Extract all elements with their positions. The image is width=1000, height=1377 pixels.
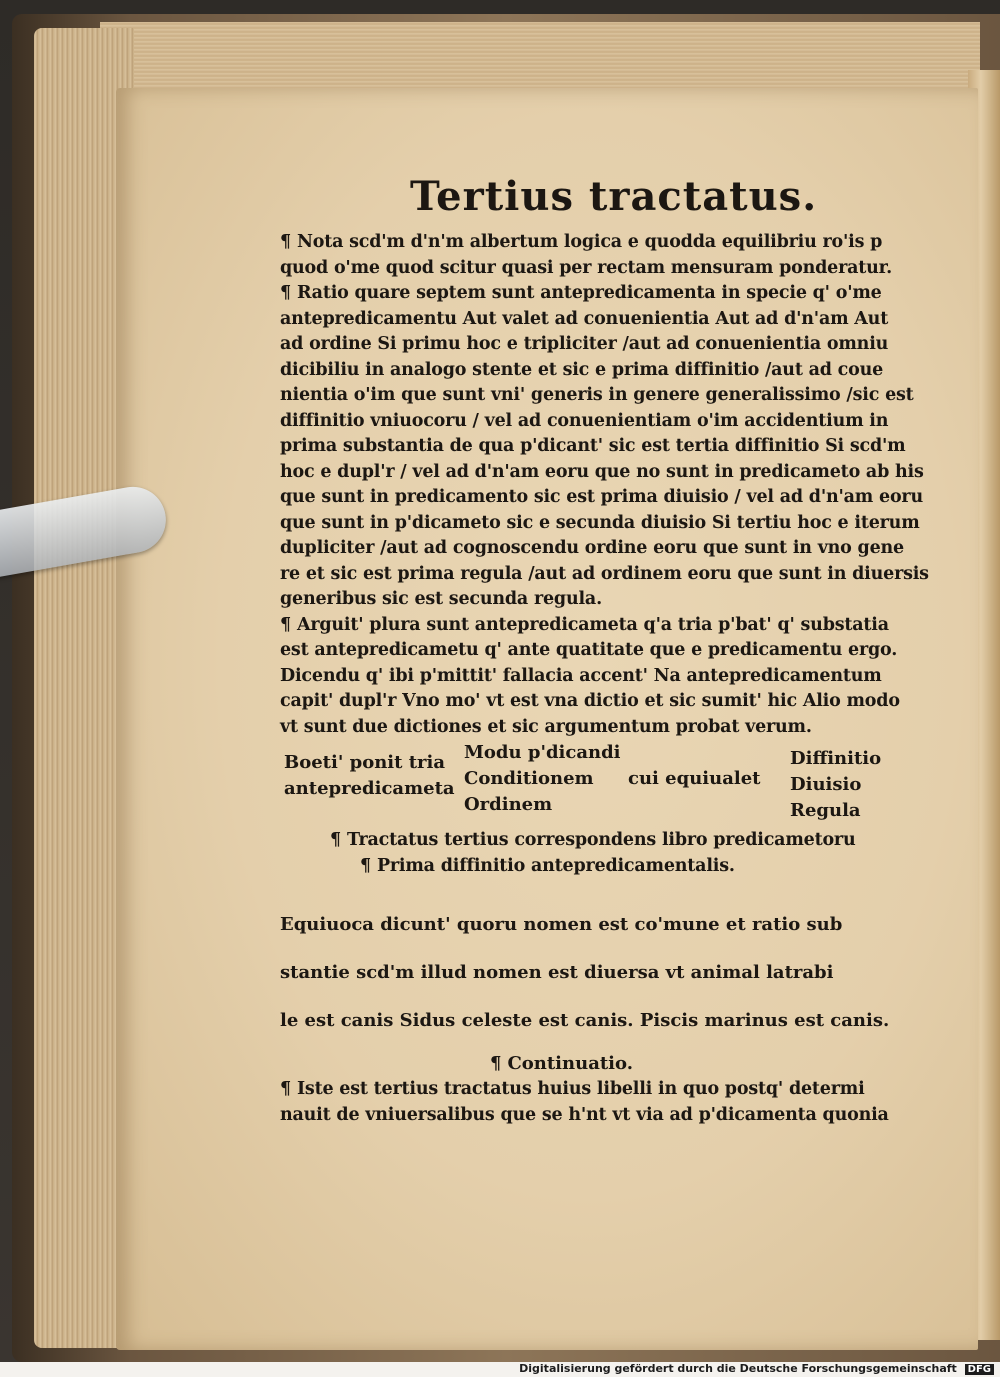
table-cell: antepredicameta bbox=[284, 778, 455, 799]
pilcrow-icon: ¶ bbox=[280, 283, 291, 303]
subsection-heading: ¶ Prima diffinitio antepredicamentalis. bbox=[360, 855, 735, 876]
pilcrow-icon: ¶ bbox=[280, 1079, 291, 1099]
page-text bbox=[280, 172, 929, 1128]
text-line: le est canis Sidus celeste est canis. Piscis marinus est canis. bbox=[280, 1010, 890, 1031]
table-column-subject bbox=[284, 750, 455, 802]
text-line: nauit de vniuersalibus que se h'nt vt via ad p'dicamenta quonia bbox=[280, 1104, 889, 1125]
pilcrow-icon: ¶ bbox=[360, 855, 371, 876]
text-line: ¶ Nota scd'm d'n'm albertum logica e quodda equilibriu ro'is p bbox=[280, 232, 883, 252]
table-cell: Diffinitio bbox=[790, 748, 882, 769]
text-line: antepredicamentu Aut valet ad conuenientia Aut ad d'n'am Aut bbox=[280, 308, 889, 329]
text-line: dicibiliu in analogo stente et sic e prima diffinitio /aut ad coue bbox=[280, 359, 884, 380]
text-line: Equiuoca dicunt' quoru nomen est co'mune et ratio sub bbox=[280, 914, 843, 935]
continuatio-heading: ¶ Continuatio. bbox=[490, 1053, 633, 1074]
text-line: dupliciter /aut ad cognoscendu ordine eoru que sunt in vno gene bbox=[280, 538, 904, 558]
paragraph-2 bbox=[280, 281, 929, 613]
text-line: quod o'me quod scitur quasi per rectam mensuram ponderatur. bbox=[280, 257, 892, 278]
table-cell: Boeti' ponit tria bbox=[284, 752, 445, 773]
pilcrow-icon: ¶ bbox=[330, 830, 341, 850]
page-edges-top bbox=[100, 22, 980, 92]
text-line: ad ordine Si primu hoc e tripliciter /aut ad conuenientia omniu bbox=[280, 334, 889, 354]
pilcrow-icon: ¶ bbox=[280, 614, 291, 635]
footer-text: Digitalisierung gefördert durch die Deutsche Forschungsgemeinschaft bbox=[519, 1362, 957, 1375]
funding-footer bbox=[519, 1362, 994, 1375]
page-title: Tertius tractatus. bbox=[410, 173, 818, 220]
text-line: que sunt in p'dicameto sic e secunda diuisio Si tertiu hoc e iterum bbox=[280, 512, 920, 533]
text-line: est antepredicametu q' ante quatitate que e predicamentu ergo. bbox=[280, 640, 898, 660]
section-heading: ¶ Tractatus tertius correspondens libro predicametoru bbox=[330, 830, 856, 850]
pilcrow-icon: ¶ bbox=[280, 232, 291, 252]
definition-text bbox=[280, 901, 900, 1045]
table-column-relation bbox=[628, 766, 760, 792]
table-cell: Ordinem bbox=[464, 794, 553, 815]
table-column-equivalents bbox=[790, 746, 881, 824]
text-line: que sunt in predicamento sic est prima diuisio / vel ad d'n'am eoru bbox=[280, 487, 923, 507]
dfg-logo: DFG bbox=[965, 1364, 994, 1375]
antepredicament-table bbox=[280, 742, 900, 822]
text-line: capit' dupl'r Vno mo' vt est vna dictio et sic sumit' hic Alio modo bbox=[280, 691, 900, 711]
text-line: re et sic est prima regula /aut ad ordinem eoru que sunt in diuersis bbox=[280, 563, 929, 584]
text-line: hoc e dupl'r / vel ad d'n'am eoru que no sunt in predicameto ab his bbox=[280, 461, 924, 482]
text-line: Dicendu q' ibi p'mittit' fallacia accent' Na antepredicamentum bbox=[280, 665, 882, 686]
table-cell: Conditionem bbox=[464, 768, 594, 789]
text-line: ¶ Arguit' plura sunt antepredicameta q'a tria p'bat' q' substatia bbox=[280, 614, 889, 635]
paragraph-3 bbox=[280, 613, 900, 741]
table-column-items bbox=[464, 740, 621, 818]
paragraph-4 bbox=[280, 1077, 900, 1128]
text-line: ¶ Iste est tertius tractatus huius libelli in quo postq' determi bbox=[280, 1079, 865, 1099]
text-line: stantie scd'm illud nomen est diuersa vt animal latrabi bbox=[280, 962, 834, 983]
pilcrow-icon: ¶ bbox=[490, 1053, 502, 1074]
text-line: nientia o'im que sunt vni' generis in genere generalissimo /sic est bbox=[280, 385, 914, 405]
table-cell: Regula bbox=[790, 800, 861, 821]
text-line: vt sunt due dictiones et sic argumentum probat verum. bbox=[280, 716, 812, 737]
table-cell: cui equiualet bbox=[628, 768, 761, 789]
table-cell: Modu p'dicandi bbox=[464, 742, 621, 763]
table-cell: Diuisio bbox=[790, 774, 862, 795]
text-line: diffinitio vniuocoru / vel ad conuenientiam o'im accidentium in bbox=[280, 410, 889, 431]
text-line: prima substantia de qua p'dicant' sic est tertia diffinitio Si scd'm bbox=[280, 436, 906, 456]
text-line: generibus sic est secunda regula. bbox=[280, 589, 602, 609]
paragraph-1 bbox=[280, 230, 900, 281]
text-line: ¶ Ratio quare septem sunt antepredicamenta in specie q' o'me bbox=[280, 283, 882, 303]
